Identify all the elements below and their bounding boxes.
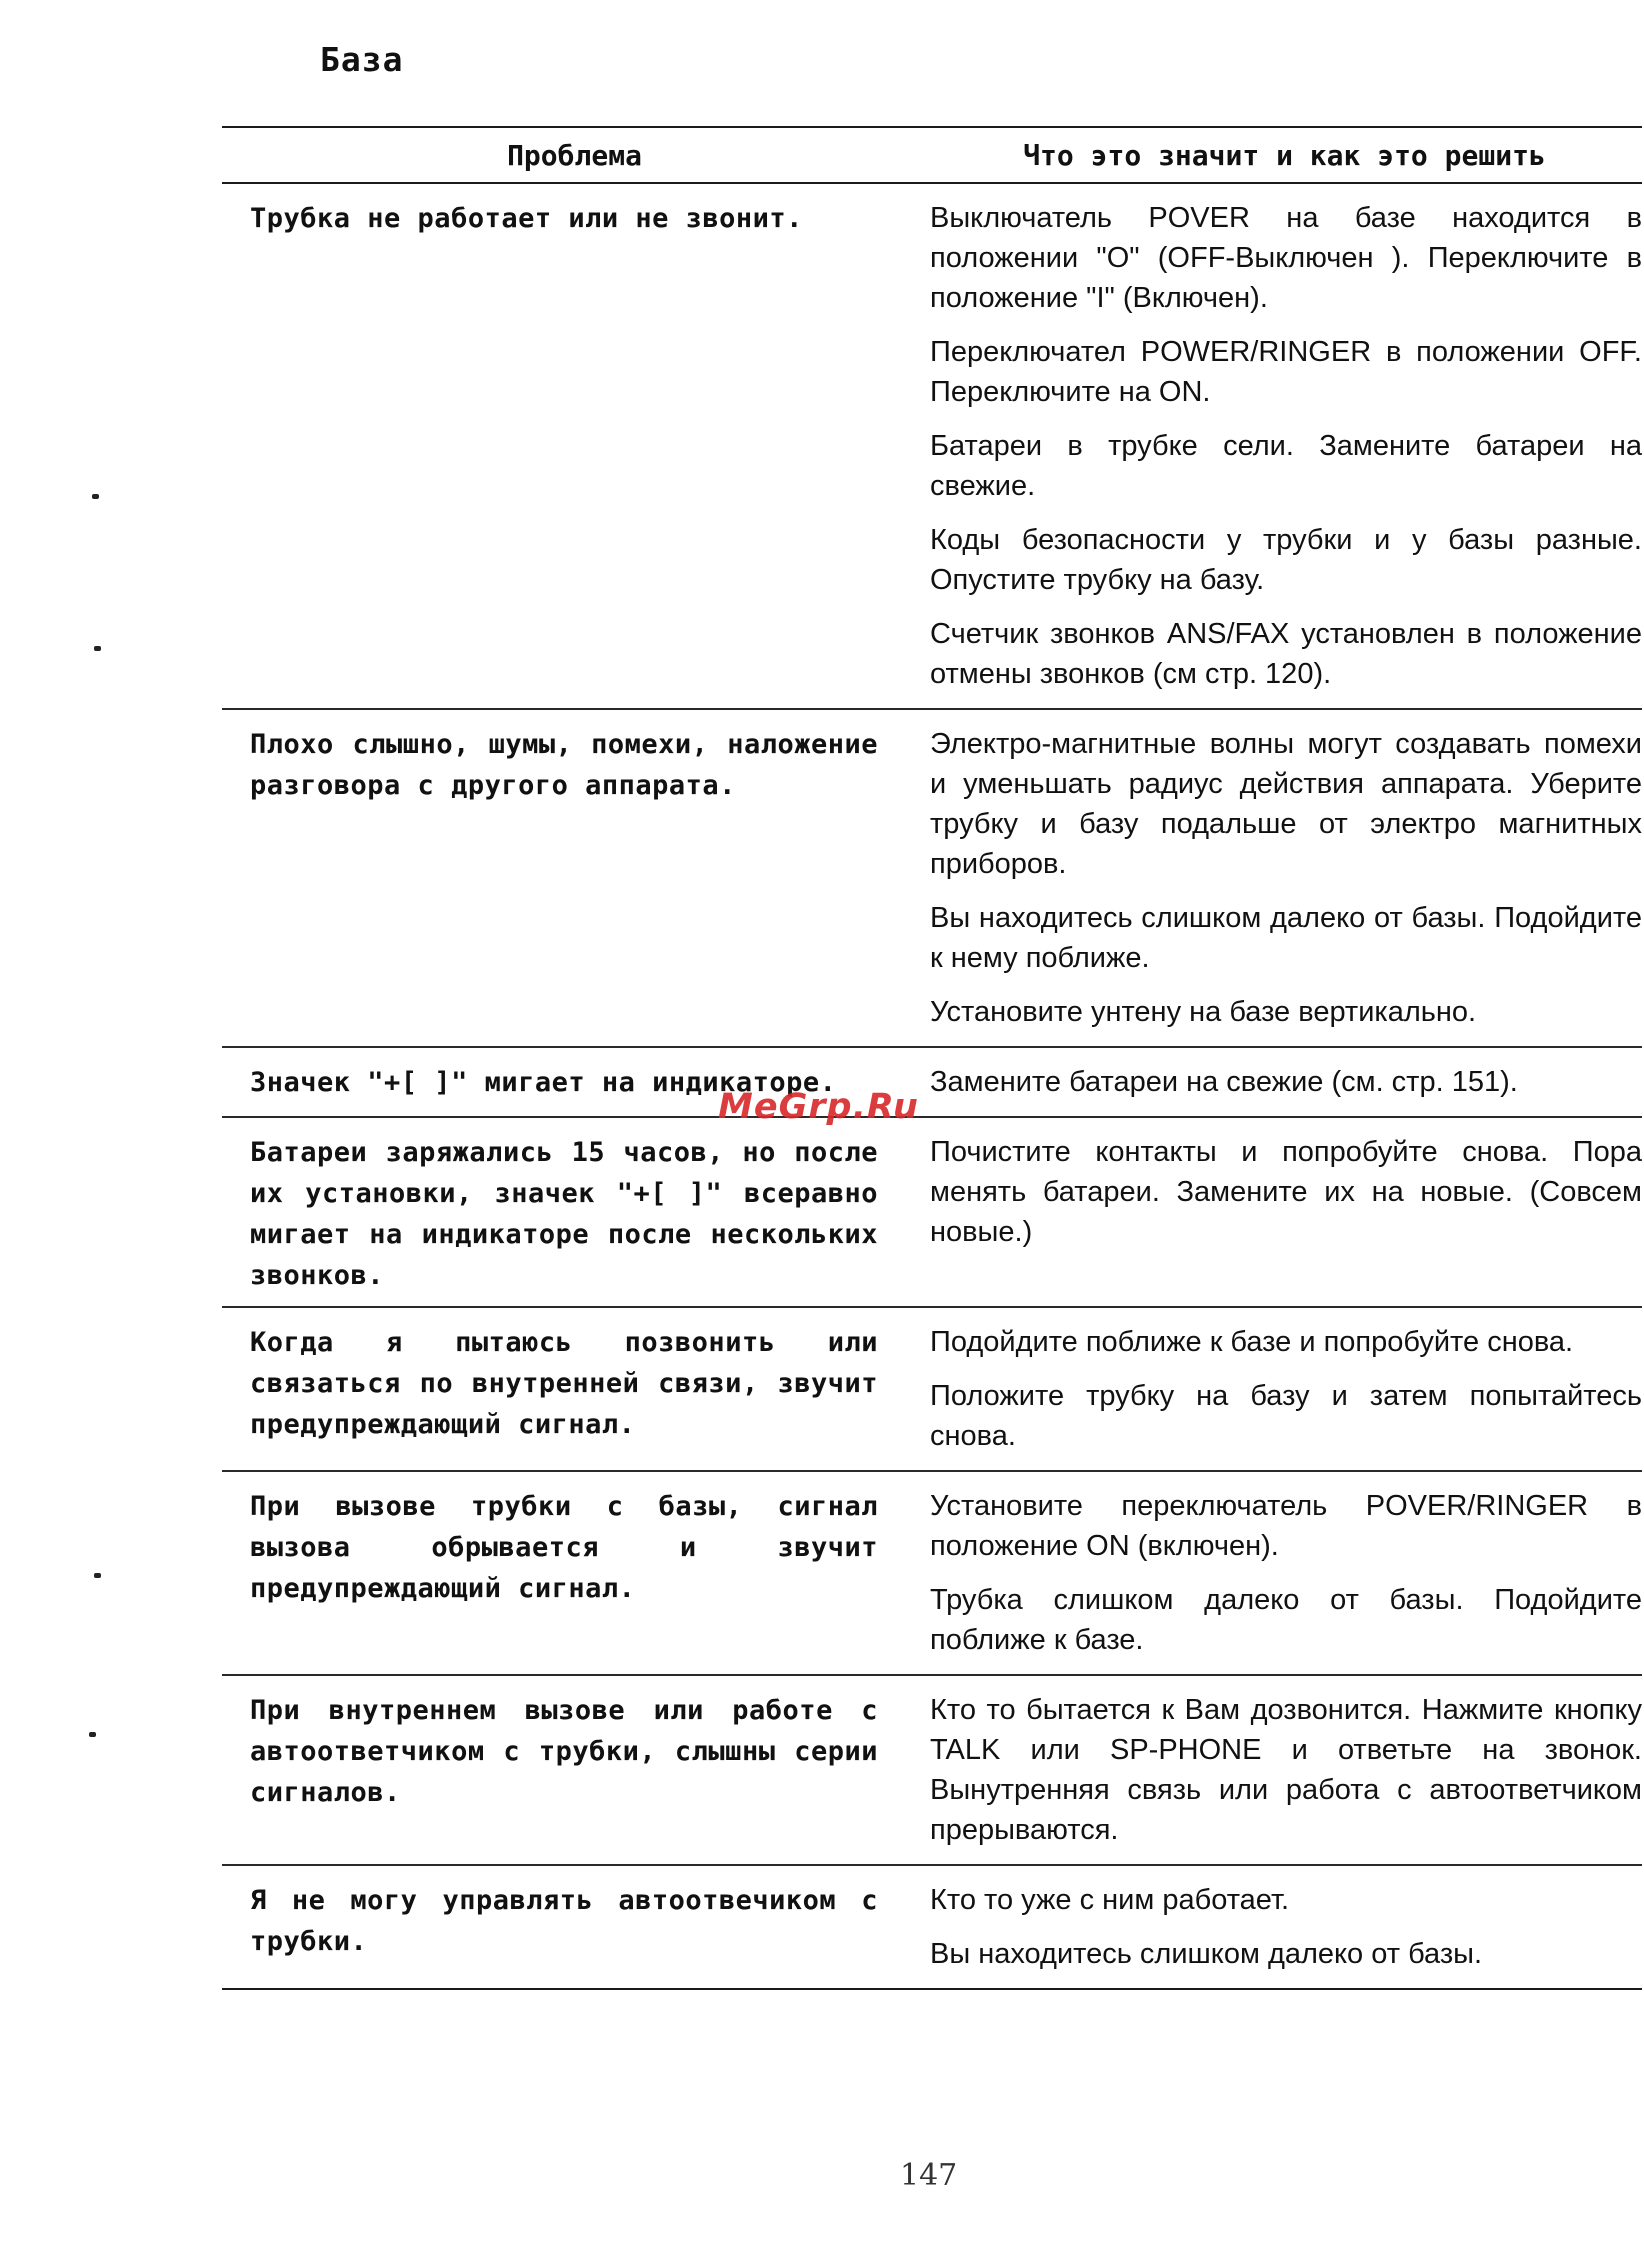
scan-speck (94, 1573, 101, 1578)
table-header (222, 128, 1642, 184)
problem-text: Я не могу управлять автоотвечиком с трубки. (250, 1885, 878, 1957)
solution-text: Вы находитесь слишком далеко от базы. (930, 1938, 1483, 1970)
problem-text: Когда я пытаюсь позвонить или связаться по внутренней связи, звучит предупреждающий сигнал. (250, 1327, 878, 1440)
solution-text: Почистите контакты и попробуйте снова. Пора менять батареи. Замените их на новые. (Совсем новые.) (930, 1136, 1642, 1248)
scan-speck (92, 494, 99, 499)
watermark: MeGrp.Ru (718, 1087, 919, 1127)
troubleshooting-table (222, 126, 1642, 1990)
solution-text: Выключатель POVER на базе находится в положении "O" (OFF-Выключен ). Переключите в положение "I" (Включен). (930, 202, 1642, 314)
solution-text: Установите переключатель POVER/RINGER в положение ON (включен). (930, 1490, 1642, 1562)
solution-text: Кто то бытается к Вам дозвонится. Нажмите кнопку TALK или SP-PHONE и ответьте на звонок. Вынутренняя связь или работа с автоответчиком прерываются. (930, 1694, 1642, 1846)
solution-list (912, 1486, 1642, 1664)
solution-text: Переключател POWER/RINGER в положении OFF. Переключите на ON. (930, 336, 1642, 408)
section-title: База (320, 40, 404, 79)
problem-text: Трубка не работает или не звонит. (250, 203, 803, 234)
table-row (222, 1472, 1642, 1676)
problem-text: При вызове трубки с базы, сигнал вызова обрывается и звучит предупреждающий сигнал. (250, 1491, 878, 1604)
solution-list (912, 1062, 1642, 1106)
solution-text: Счетчик звонков ANS/FAX установлен в положение отмены звонков (см стр. 120). (930, 618, 1642, 690)
solution-text: Кто то уже с ним работает. (930, 1884, 1290, 1916)
solution-list (912, 1690, 1642, 1854)
solution-text: Батареи в трубке сели. Замените батареи на свежие. (930, 430, 1642, 502)
scan-speck (89, 1732, 96, 1737)
solution-text: Вы находитесь слишком далеко от базы. Подойдите к нему поближе. (930, 902, 1642, 974)
table-row (222, 1866, 1642, 1988)
problem-text: Батареи заряжались 15 часов, но после их установки, значек "+[ ]" всеравно мигает на индикаторе после нескольких звонков. (250, 1137, 878, 1291)
header-solution: Что это значит и как это решить (1023, 138, 1546, 172)
solution-text: Замените батареи на свежие (см. стр. 151). (930, 1066, 1518, 1098)
table-row (222, 184, 1642, 710)
table-row (222, 1308, 1642, 1472)
solution-list (912, 198, 1642, 698)
table-row (222, 1118, 1642, 1308)
solution-text: Установите унтену на базе вертикально. (930, 996, 1477, 1028)
header-problem: Проблема (507, 138, 642, 172)
solution-text: Трубка слишком далеко от базы. Подойдите поближе к базе. (930, 1584, 1642, 1656)
table-row (222, 1676, 1642, 1866)
problem-text: Значек "+[ ]" мигает на индикаторе. (250, 1067, 837, 1098)
solution-list (912, 1322, 1642, 1460)
solution-text: Коды безопасности у трубки и у базы разные. Опустите трубку на базу. (930, 524, 1642, 596)
scan-speck (94, 646, 101, 651)
table-row (222, 1048, 1642, 1118)
solution-list (912, 1880, 1642, 1978)
solution-text: Электро-магнитные волны могут создавать помехи и уменьшать радиус действия аппарата. Уберите трубку и базу подальше от электро магнитных приборов. (930, 728, 1642, 880)
table-row (222, 710, 1642, 1048)
problem-text: Плохо слышно, шумы, помехи, наложение разговора с другого аппарата. (250, 729, 878, 801)
page-number: 147 (900, 2158, 958, 2193)
solution-list (912, 724, 1642, 1036)
solution-list (912, 1132, 1642, 1296)
solution-text: Положите трубку на базу и затем попытайтесь снова. (930, 1380, 1642, 1452)
problem-text: При внутреннем вызове или работе с автоответчиком с трубки, слышны серии сигналов. (250, 1695, 878, 1808)
solution-text: Подойдите поближе к базе и попробуйте снова. (930, 1326, 1574, 1358)
